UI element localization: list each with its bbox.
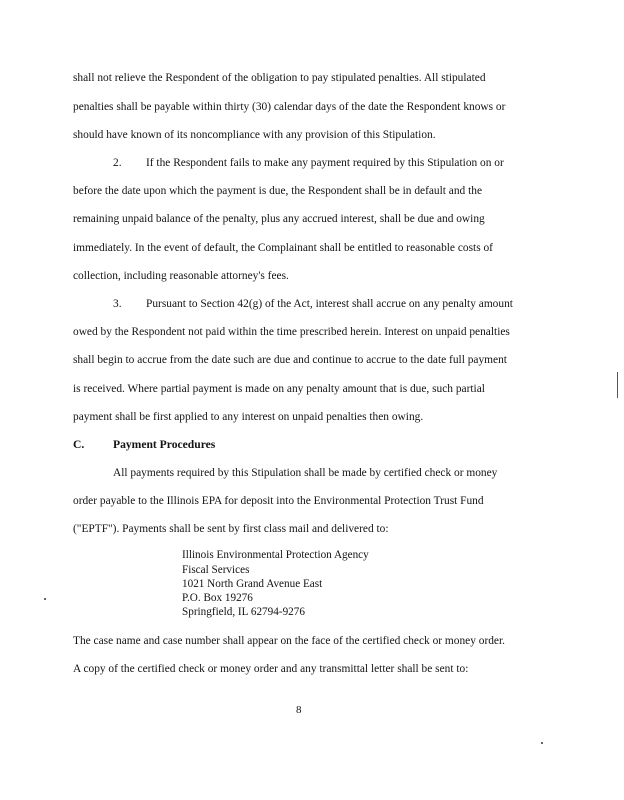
para2-line-2: before the date upon which the payment is due, the Respondent shall be in default and the — [73, 185, 482, 197]
para3-line-5: payment shall be first applied to any interest on unpaid penalties then owing. — [73, 411, 424, 423]
para1-line-2: penalties shall be payable within thirty (30) calendar days of the date the Respondent knows or — [73, 101, 506, 113]
address-line-3: 1021 North Grand Avenue East — [182, 578, 323, 590]
para4-line-3: ("EPTF"). Payments shall be sent by first class mail and delivered to: — [73, 523, 389, 535]
scan-speck — [44, 598, 46, 600]
scan-speck — [541, 742, 543, 744]
para1-line-1: shall not relieve the Respondent of the obligation to pay stipulated penalties. All stipulated — [73, 72, 486, 84]
page-number: 8 — [296, 704, 302, 716]
para3-line-3: shall begin to accrue from the date such are due and continue to accrue to the date full payment — [73, 354, 507, 366]
section-c-letter: C. — [73, 438, 85, 451]
para3-number: 3. — [113, 298, 122, 310]
address-line-5: Springfield, IL 62794-9276 — [182, 606, 305, 618]
para2-line-4: immediately. In the event of default, the Complainant shall be entitled to reasonable costs of — [73, 242, 493, 254]
para3-line-4: is received. Where partial payment is made on any penalty amount that is due, such partial — [73, 383, 485, 395]
para5-line-2: A copy of the certified check or money order and any transmittal letter shall be sent to: — [73, 663, 469, 675]
para5-line-1: The case name and case number shall appear on the face of the certified check or money order. — [73, 635, 506, 647]
para2-line-5: collection, including reasonable attorney's fees. — [73, 270, 289, 282]
para3-line-1: Pursuant to Section 42(g) of the Act, interest shall accrue on any penalty amount — [146, 298, 513, 310]
address-line-1: Illinois Environmental Protection Agency — [182, 549, 369, 561]
scan-edge-mark — [617, 372, 618, 398]
para2-number: 2. — [113, 157, 122, 169]
section-c-title: Payment Procedures — [113, 438, 216, 451]
para2-line-3: remaining unpaid balance of the penalty, plus any accrued interest, shall be due and owing — [73, 213, 485, 225]
para3-line-2: owed by the Respondent not paid within the time prescribed herein. Interest on unpaid penalties — [73, 326, 510, 338]
para4-line-2: order payable to the Illinois EPA for deposit into the Environmental Protection Trust Fund — [73, 495, 484, 507]
address-line-2: Fiscal Services — [182, 564, 250, 576]
para4-line-1: All payments required by this Stipulation shall be made by certified check or money — [113, 467, 498, 479]
address-line-4: P.O. Box 19276 — [182, 592, 253, 604]
para2-line-1: If the Respondent fails to make any payment required by this Stipulation on or — [146, 157, 504, 169]
para1-line-3: should have known of its noncompliance with any provision of this Stipulation. — [73, 129, 436, 141]
